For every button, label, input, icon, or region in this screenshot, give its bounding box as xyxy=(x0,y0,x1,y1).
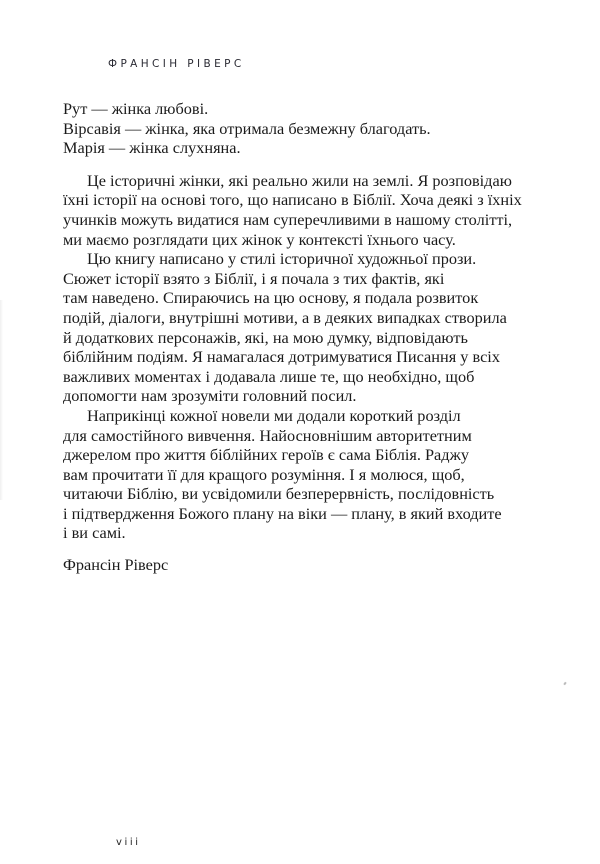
paragraph-1 xyxy=(63,171,553,249)
body-paragraphs xyxy=(63,171,553,543)
epigraph-line: Рут — жінка любові. xyxy=(63,99,209,118)
paragraph-line: Сюжет історії взято з Біблії, і я почала з тих фактів, які xyxy=(63,268,445,288)
paragraph-line: Цю книгу написано у стилі історичної художньої прози. xyxy=(87,249,477,269)
scan-speck xyxy=(563,682,566,686)
paragraph-line: їхні історії на основі того, що написано в Біблії. Хоча деякі з їхніх xyxy=(63,190,522,210)
paragraph-line: для самостійного вивчення. Найосновнішим авторитетним xyxy=(63,425,472,445)
paragraph-line: джерелом про життя біблійних героїв є сама Біблія. Раджу xyxy=(63,445,469,465)
paragraph-line: біблійним подіям. Я намагалася дотримуватися Писання у всіх xyxy=(63,347,500,367)
paragraph-line: і підтвердження Божого плану на віки — плану, в який входите xyxy=(63,503,502,523)
paragraph-line: важливих моментах і додавала лише те, що необхідно, щоб xyxy=(63,366,475,386)
epigraph-line: Вірсавія — жінка, яка отримала безмежну благодать. xyxy=(63,118,431,138)
paragraph-line: учинків можуть видатися нам суперечливими в нашому столітті, xyxy=(63,209,513,229)
paragraph-line: читаючи Біблію, ви усвідомили безперервність, послідовність xyxy=(63,484,495,504)
running-head-author: ФРАНСІН РІВЕРС xyxy=(108,58,245,70)
paragraph-3 xyxy=(63,406,553,543)
paragraph-line: Наприкінці кожної новели ми додали короткий розділ xyxy=(87,405,461,425)
page-content xyxy=(63,99,553,575)
author-signature: Франсін Ріверс xyxy=(63,555,169,575)
paragraph-line: вам прочитати її для кращого розуміння. І я молюся, щоб, xyxy=(63,464,465,484)
paragraph-line: й додаткових персонажів, які, на мою думку, відповідають xyxy=(63,327,468,347)
paragraph-line: Це історичні жінки, які реально жили на землі. Я розповідаю xyxy=(87,170,512,190)
paragraph-line: і ви самі. xyxy=(63,523,126,543)
page-number: viii xyxy=(116,837,141,848)
paragraph-line: допомогти нам зрозуміти головний посил. xyxy=(63,386,357,406)
page-edge-shadow xyxy=(0,300,3,500)
paragraph-2 xyxy=(63,249,553,406)
paragraph-line: подій, діалоги, внутрішні мотиви, а в деяких випадках створила xyxy=(63,307,507,327)
epigraph xyxy=(63,99,553,158)
paragraph-line: ми маємо розглядати цих жінок у контексті їхнього часу. xyxy=(63,229,456,249)
paragraph-line: там наведено. Спираючись на цю основу, я подала розвиток xyxy=(63,288,479,308)
epigraph-line: Марія — жінка слухняна. xyxy=(63,138,241,158)
